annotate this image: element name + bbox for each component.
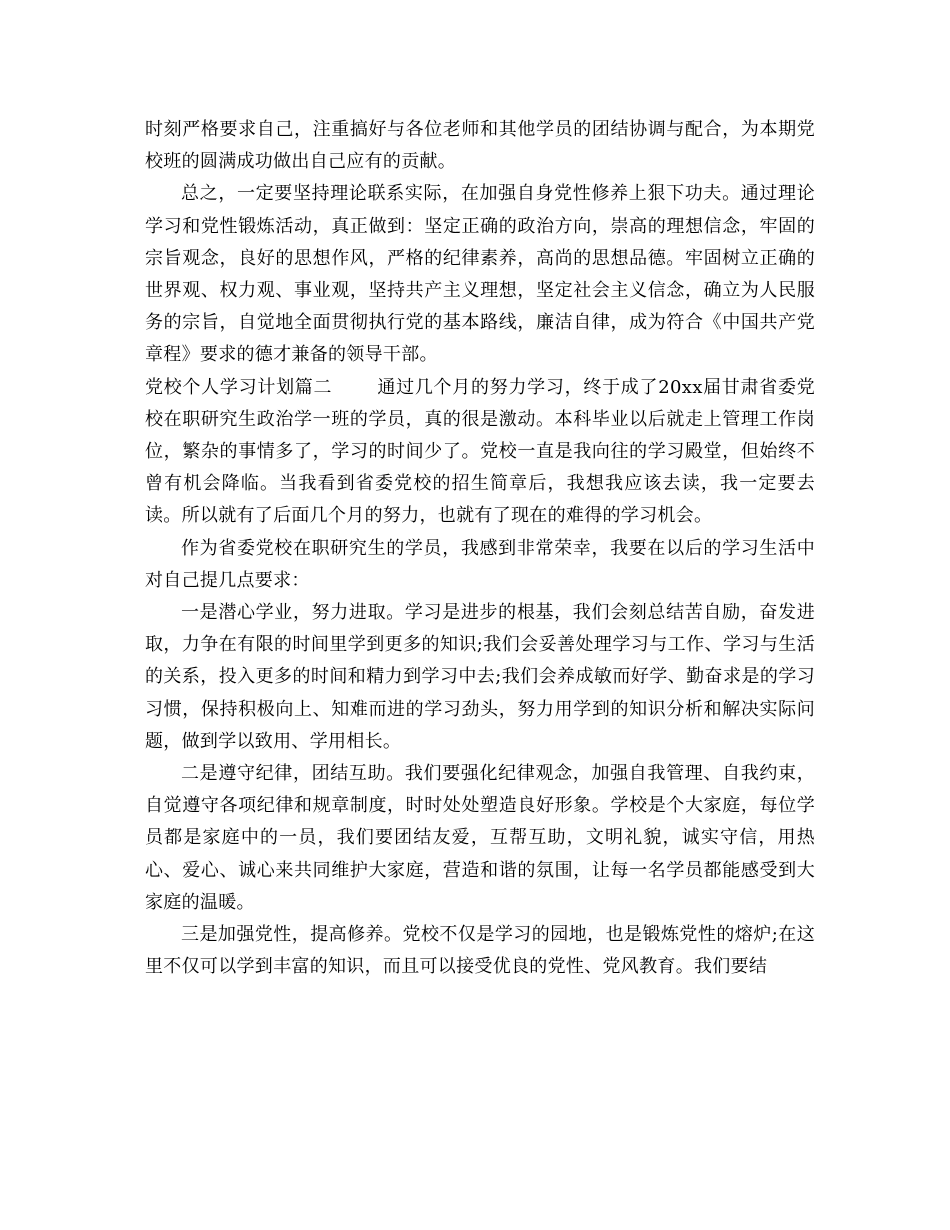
paragraph-continuation: 时刻严格要求自己，注重搞好与各位老师和其他学员的团结协调与配合，为本期党校班的圆满成功做出自己应有的贡献。: [145, 119, 815, 173]
paragraph-point-three: 三是加强党性，提高修养。党校不仅是学习的园地，也是锻炼党性的熔炉;在这里不仅可以学到丰富的知识，而且可以接受优良的党性、党风教育。我们要结: [145, 924, 815, 978]
section-title-spacer: [332, 377, 377, 398]
paragraph-requirements-intro: 作为省委党校在职研究生的学员，我感到非常荣幸，我要在以后的学习生活中对自己提几点要求：: [145, 537, 815, 591]
paragraph-point-one: 一是潜心学业，努力进取。学习是进步的根基，我们会刻总结苦自励，奋发进取，力争在有限的时间里学到更多的知识;我们会妥善处理学习与工作、学习与生活的关系，投入更多的时间和精力到学习中去;我们会养成敏而好学、勤奋求是的学习习惯，保持积极向上、知难而进的学习劲头，努力用学到的知识分析和解决实际问题，做到学以致用、学用相长。: [145, 602, 815, 752]
section-first-paragraph: 通过几个月的努力学习，终于成了20xx届甘肃省委党校在职研究生政治学一班的学员，真的很是激动。本科毕业以后就走上管理工作岗位，繁杂的事情多了，学习的时间少了。党校一直是我向往的学习殿堂，但始终不曾有机会降临。当我看到省委党校的招生简章后，我想我应该去读，我一定要去读。所以就有了后面几个月的努力，也就有了现在的难得的学习机会。: [145, 376, 815, 527]
document-body: [145, 114, 815, 983]
paragraph-section-two-intro: [145, 372, 815, 533]
section-title: 党校个人学习计划篇二: [145, 376, 333, 398]
paragraph-point-two: 二是遵守纪律，团结互助。我们要强化纪律观念，加强自我管理、自我约束，自觉遵守各项纪律和规章制度，时时处处塑造良好形象。学校是个大家庭，每位学员都是家庭中的一员，我们要团结友爱，互帮互助，文明礼貌，诚实守信，用热心、爱心、诚心来共同维护大家庭，营造和谐的氛围，让每一名学员都能感受到大家庭的温暖。: [145, 763, 815, 913]
paragraph-summary: 总之，一定要坚持理论联系实际，在加强自身党性修养上狠下功夫。通过理论学习和党性锻炼活动，真正做到：坚定正确的政治方向，崇高的理想信念，牢固的宗旨观念，良好的思想作风，严格的纪律素养，高尚的思想品德。牢固树立正确的世界观、权力观、事业观，坚持共产主义理想，坚定社会主义信念，确立为人民服务的宗旨，自觉地全面贯彻执行党的基本路线，廉洁自律，成为符合《中国共产党章程》要求的德才兼备的领导干部。: [145, 183, 815, 366]
